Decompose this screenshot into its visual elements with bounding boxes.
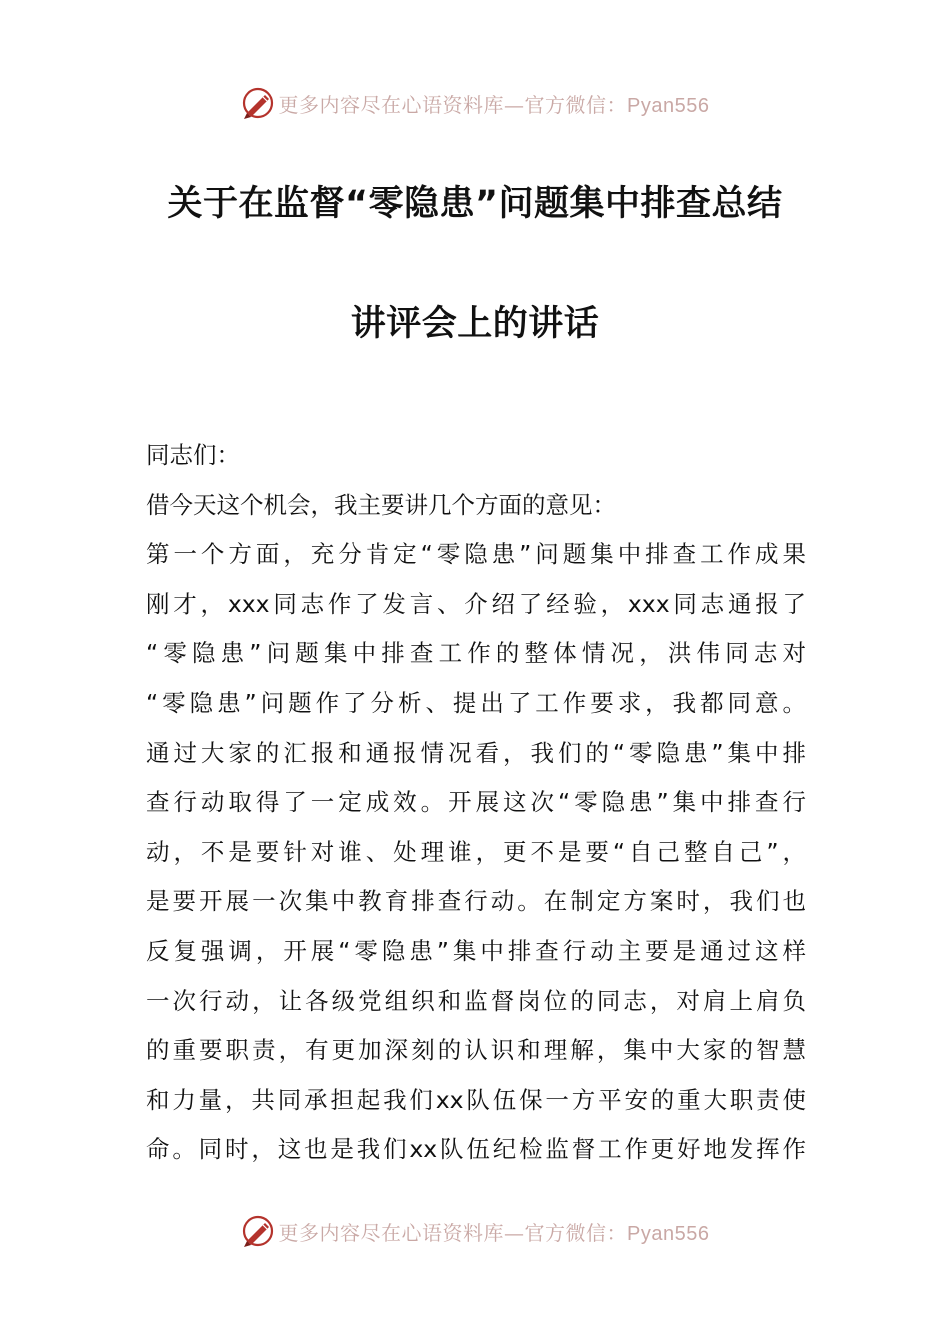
paragraph-line: “零隐患”问题集中排查工作的整体情况，洪伟同志对 — [146, 639, 806, 668]
paragraph-line: 和力量，共同承担起我们xx队伍保一方平安的重大职责使 — [146, 1085, 806, 1114]
paragraph-line: 动，不是要针对谁、处理谁，更不是要“自己整自己”， — [146, 837, 806, 866]
paragraph-line: 借今天这个机会，我主要讲几个方面的意见： — [146, 490, 616, 519]
document-body — [146, 431, 806, 1175]
document-title-line-2: 讲评会上的讲话 — [350, 304, 600, 344]
paragraph-line: 反复强调，开展“零隐患”集中排查行动主要是通过这样 — [146, 936, 806, 965]
watermark-account: Pyan556 — [627, 94, 710, 117]
paragraph-line: 命。同时，这也是我们xx队伍纪检监督工作更好地发挥作 — [146, 1135, 806, 1164]
pen-logo-icon — [241, 86, 275, 120]
document-title-line-1: 关于在监督“零隐患”问题集中排查总结 — [167, 184, 783, 224]
paragraph-line: 刚才，xxx同志作了发言、介绍了经验，xxx同志通报了 — [146, 589, 806, 618]
paragraph-line: “零隐患”问题作了分析、提出了工作要求，我都同意。 — [146, 688, 806, 717]
paragraph-line: 一次行动，让各级党组织和监督岗位的同志，对肩上肩负 — [146, 986, 806, 1015]
paragraph-line: 是要开展一次集中教育排查行动。在制定方案时，我们也 — [146, 887, 806, 916]
watermark-text: 更多内容尽在心语资料库—官方微信： — [278, 92, 628, 117]
section-heading-line: 第一个方面，充分肯定“零隐患”问题集中排查工作成果 — [146, 540, 806, 569]
header-watermark — [0, 83, 950, 123]
paragraph-line: 查行动取得了一定成效。开展这次“零隐患”集中排查行 — [146, 788, 806, 817]
pen-logo-icon — [241, 1214, 275, 1248]
salutation: 同志们： — [146, 441, 240, 469]
paragraph-line: 的重要职责，有更加深刻的认识和理解，集中大家的智慧 — [146, 1036, 806, 1065]
footer-watermark — [0, 1211, 950, 1251]
watermark-text: 更多内容尽在心语资料库—官方微信： — [278, 1220, 628, 1245]
paragraph-line: 通过大家的汇报和通报情况看，我们的“零隐患”集中排 — [146, 738, 806, 767]
watermark-account: Pyan556 — [627, 1222, 710, 1245]
